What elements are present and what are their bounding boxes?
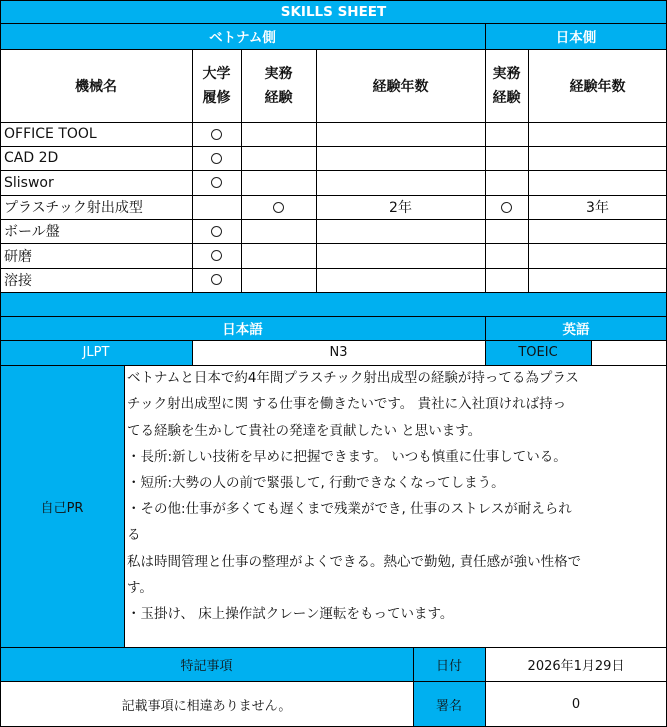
self-pr-line: てる経験を生かして貴社の発達を貢献したい と思います。 — [127, 422, 482, 439]
skill-jp-years — [528, 146, 667, 170]
skill-university — [192, 171, 241, 195]
skill-jp-practical — [485, 122, 528, 146]
date-label: 日付 — [413, 647, 485, 681]
skill-jp-practical — [485, 219, 528, 243]
grid-line — [0, 681, 667, 682]
grid-line — [0, 170, 667, 171]
skill-jp-years — [528, 244, 667, 268]
grid-line — [591, 340, 592, 365]
circle-mark — [211, 177, 222, 188]
grid-line — [528, 49, 529, 292]
japan-side-header: 日本側 — [485, 23, 667, 49]
toeic-label: TOEIC — [485, 340, 591, 365]
skill-vn-practical — [241, 219, 316, 243]
skill-university — [192, 219, 241, 243]
self-pr-line: ・その他:仕事が多くても遅くまで残業ができ, 仕事のストレスが耐えられ — [127, 501, 572, 517]
grid-line — [485, 49, 486, 292]
grid-line — [0, 49, 667, 50]
vn-years-header: 経験年数 — [372, 78, 429, 95]
skill-vn-practical — [241, 171, 316, 195]
skill-vn-practical — [241, 244, 316, 268]
spacer-band — [0, 292, 667, 316]
skill-vn-years — [316, 268, 485, 292]
skill-jp-years — [528, 122, 667, 146]
grid-line — [413, 647, 414, 727]
signature-value: 0 — [571, 696, 581, 712]
self-pr-text-cont — [127, 496, 667, 627]
grid-line — [0, 243, 667, 244]
vietnam-side-header: ベトナム側 — [0, 23, 485, 49]
grid-line — [485, 23, 486, 49]
self-pr-line: ・短所:大勢の人の前で緊張して, 行動できなくなってしまう。 — [127, 475, 505, 492]
skill-university — [192, 244, 241, 268]
skill-jp-practical — [485, 268, 528, 292]
grid-line — [0, 647, 667, 648]
grid-line — [0, 0, 1, 727]
jlpt-level: N3 — [329, 345, 348, 360]
grid-line — [192, 340, 193, 365]
skill-university — [192, 268, 241, 292]
sheet-title: SKILLS SHEET — [0, 0, 667, 23]
skill-jp-years: 3年 — [586, 200, 609, 217]
self-pr-line: 私は時間管理と仕事の整理がよくできる。熱心で勤勉, 責任感が強い性格で — [127, 553, 582, 570]
skill-vn-years — [316, 146, 485, 170]
skill-name: プラスチック射出成型 — [4, 200, 143, 217]
university-course-header: 大学 履修 — [202, 65, 231, 106]
grid-line — [0, 219, 667, 220]
grid-line — [0, 316, 667, 317]
grid-line — [0, 268, 667, 269]
skill-jp-years — [528, 171, 667, 195]
skill-university — [192, 146, 241, 170]
circle-mark — [211, 129, 222, 140]
english-header: 英語 — [485, 316, 667, 340]
skill-jp-practical — [485, 146, 528, 170]
special-notes-label: 特記事項 — [0, 647, 413, 681]
skill-name: ボール盤 — [4, 224, 60, 241]
skill-name: OFFICE TOOL — [4, 126, 97, 143]
circle-mark — [211, 250, 222, 261]
vn-practical-experience-header: 実務 経験 — [264, 65, 293, 106]
skill-vn-practical — [241, 146, 316, 170]
self-pr-label: 自己PR — [40, 500, 84, 516]
grid-line — [0, 365, 667, 366]
skill-jp-practical — [485, 171, 528, 195]
self-pr-line: ベトナムと日本で約4年間プラスチック射出成型の経験が持ってる為プラス — [127, 370, 579, 386]
self-pr-line: す。 — [127, 579, 153, 596]
grid-line — [0, 122, 667, 123]
jlpt-label: JLPT — [0, 340, 192, 365]
circle-mark — [211, 274, 222, 285]
skill-jp-years — [528, 219, 667, 243]
skill-name: CAD 2D — [4, 150, 59, 167]
skill-vn-years — [316, 171, 485, 195]
skill-name: 研磨 — [4, 248, 32, 265]
skill-name: Sliswor — [4, 174, 54, 191]
date-value: 2026年1月29日 — [527, 658, 625, 674]
skill-university — [192, 122, 241, 146]
grid-line — [0, 340, 667, 341]
skill-vn-years: 2年 — [389, 200, 412, 217]
grid-line — [241, 49, 242, 292]
circle-mark — [273, 202, 284, 213]
skill-jp-years — [528, 268, 667, 292]
signature-label: 署名 — [413, 681, 485, 727]
skill-vn-practical — [241, 268, 316, 292]
grid-line — [0, 292, 667, 293]
circle-mark — [211, 226, 222, 237]
japanese-header: 日本語 — [0, 316, 485, 340]
self-pr-line: る — [127, 527, 141, 544]
self-pr-label-cell — [0, 365, 124, 647]
jp-years-header: 経験年数 — [569, 78, 626, 95]
grid-line — [0, 146, 667, 147]
jp-practical-experience-header: 実務 経験 — [492, 65, 521, 106]
circle-mark — [211, 153, 222, 164]
grid-line — [192, 49, 193, 292]
self-pr-line: ・玉掛け、 床上操作試クレーン運転をもっています。 — [127, 606, 454, 623]
toeic-score — [591, 340, 667, 365]
self-pr-line: ・長所:新しい技術を早めに把握できます。 いつも慎重に仕事している。 — [127, 448, 567, 465]
skill-vn-years — [316, 219, 485, 243]
self-pr-line: チック射出成型に関 する仕事を働きたいです。 貴社に入社頂ければ持っ — [127, 396, 567, 413]
skill-vn-practical — [241, 122, 316, 146]
grid-line — [485, 647, 486, 727]
grid-line — [0, 195, 667, 196]
self-pr-text — [127, 365, 667, 496]
machine-name-header: 機械名 — [75, 78, 117, 95]
skill-university — [192, 195, 241, 219]
skill-vn-years — [316, 122, 485, 146]
grid-line — [0, 0, 667, 1]
grid-line — [485, 316, 486, 365]
grid-line — [124, 365, 125, 647]
skill-vn-years — [316, 244, 485, 268]
declaration-text: 記載事項に相違ありません。 — [121, 698, 292, 714]
skill-jp-practical — [485, 195, 528, 219]
grid-line — [0, 23, 667, 24]
skill-name: 溶接 — [4, 272, 32, 289]
grid-line — [316, 49, 317, 292]
circle-mark — [501, 202, 512, 213]
skill-jp-practical — [485, 244, 528, 268]
skill-vn-practical — [241, 195, 316, 219]
